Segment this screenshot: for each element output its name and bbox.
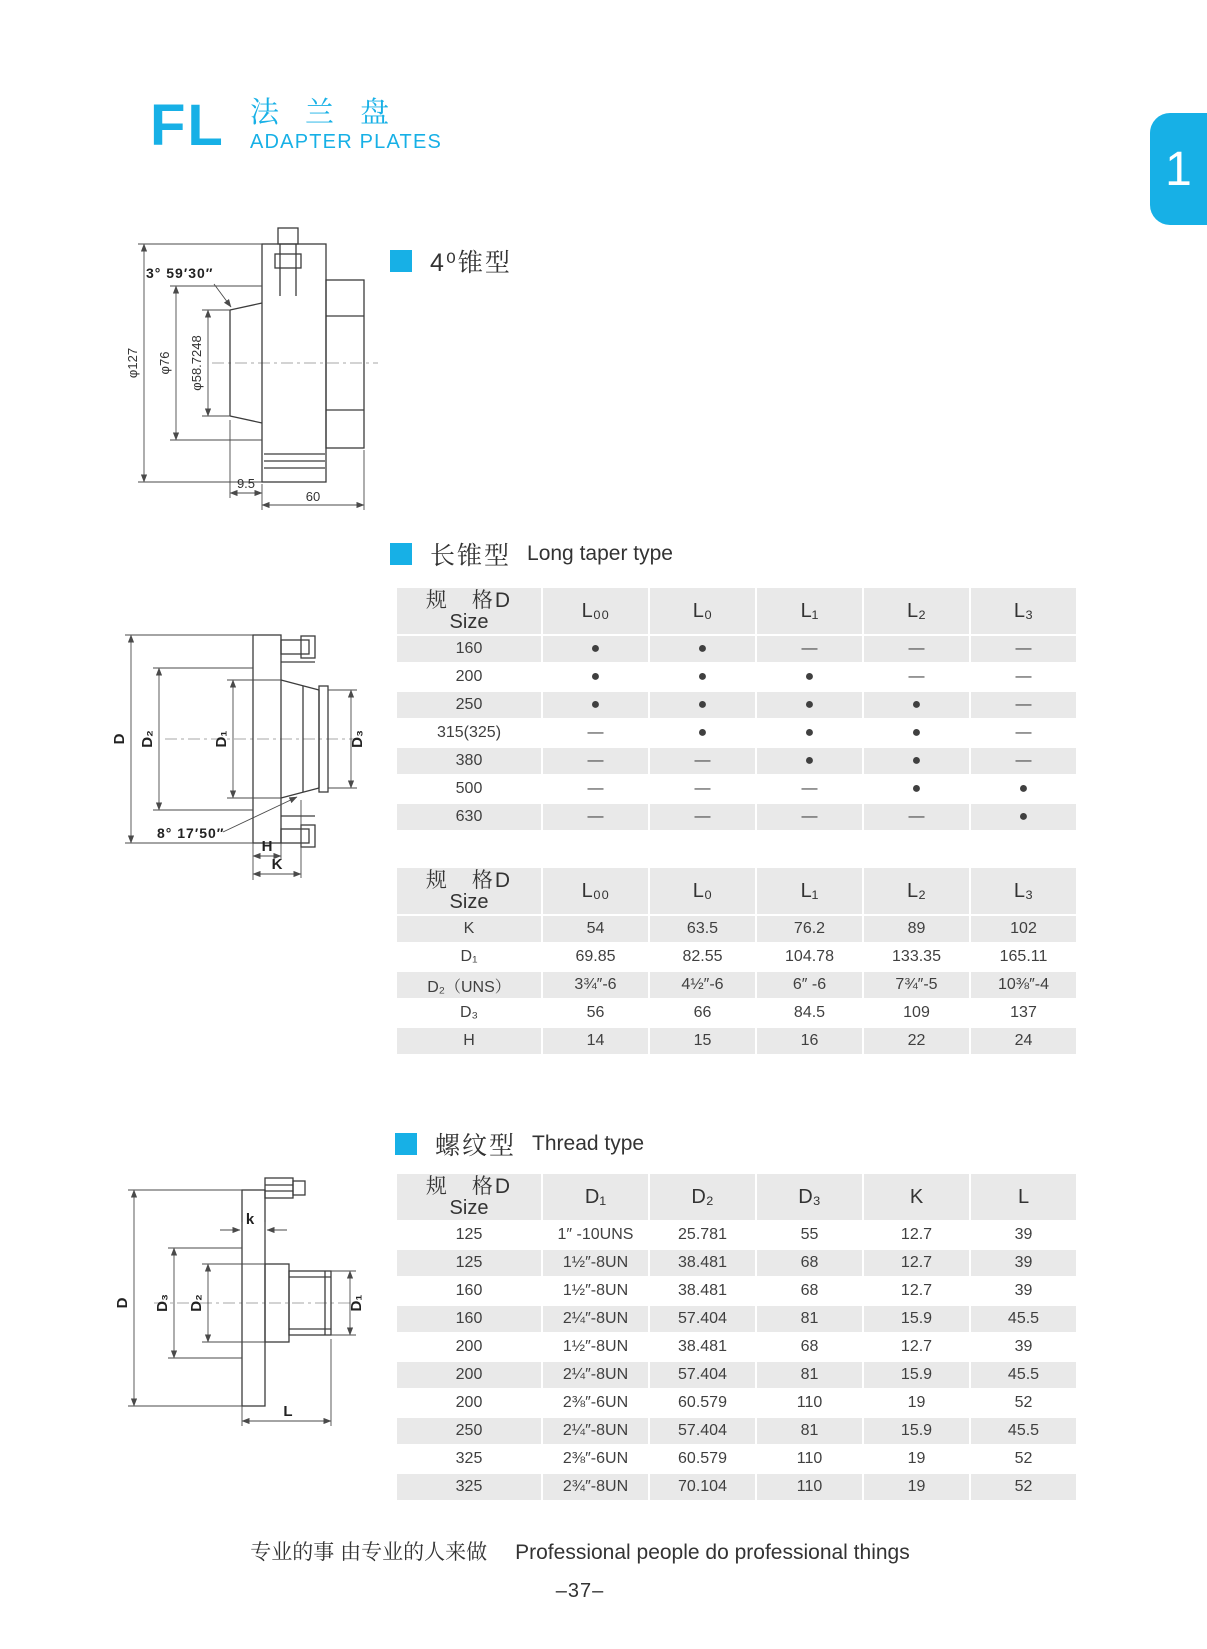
table-row: [396, 1305, 1077, 1333]
table-cell: 68: [756, 1249, 863, 1277]
long-taper-dimensions-table: [395, 866, 1078, 1056]
size-header-zh: 规 格D: [425, 589, 513, 612]
table-row: [396, 663, 1077, 691]
table-cell: 2¼″-8UN: [542, 1361, 649, 1389]
table-cell: 57.404: [649, 1417, 756, 1445]
table-cell: ●: [542, 635, 649, 663]
table-cell: 2¾″-8UN: [542, 1473, 649, 1501]
table-cell: 82.55: [649, 943, 756, 971]
row-label: 325: [396, 1473, 542, 1501]
dim-d1-label: D₁: [213, 730, 230, 748]
table-cell: 1½″-8UN: [542, 1249, 649, 1277]
section-title-zh: 4⁰锥型: [430, 249, 512, 277]
table-header-row: [396, 1173, 1077, 1221]
section-marker-icon: [395, 1133, 417, 1155]
table-cell: 2¼″-8UN: [542, 1417, 649, 1445]
table-cell: ●: [863, 775, 970, 803]
table-cell: 54: [542, 915, 649, 943]
table-cell: 38.481: [649, 1249, 756, 1277]
table-cell: 2⅜″-6UN: [542, 1445, 649, 1473]
table-cell: 39: [970, 1277, 1077, 1305]
size-header-en: Size: [449, 1197, 489, 1219]
table-cell: 12.7: [863, 1277, 970, 1305]
table-cell: —: [863, 663, 970, 691]
column-header: L₀₀: [542, 867, 649, 915]
column-header: D₂: [649, 1173, 756, 1221]
column-header: L₃: [970, 867, 1077, 915]
row-label: 250: [396, 1417, 542, 1445]
table-cell: ●: [649, 663, 756, 691]
table-cell: 4½″-6: [649, 971, 756, 999]
table-cell: 110: [756, 1473, 863, 1501]
row-label: 125: [396, 1249, 542, 1277]
table-cell: —: [649, 803, 756, 831]
column-header: D₃: [756, 1173, 863, 1221]
row-label: D₁: [396, 943, 542, 971]
table-cell: 68: [756, 1333, 863, 1361]
table-header-row: [396, 587, 1077, 635]
table-row: [396, 1221, 1077, 1249]
column-header: K: [863, 1173, 970, 1221]
dim-d2-label: D₂: [139, 730, 156, 748]
table-cell: 38.481: [649, 1333, 756, 1361]
footer-slogan-en: Professional people do professional things: [515, 1541, 910, 1564]
table-cell: 137: [970, 999, 1077, 1027]
dim-d1-label: D₁: [348, 1294, 365, 1312]
table-cell: 68: [756, 1277, 863, 1305]
column-header: L₁: [756, 867, 863, 915]
size-header-zh: 规 格D: [425, 869, 513, 892]
table-cell: 69.85: [542, 943, 649, 971]
table-cell: 104.78: [756, 943, 863, 971]
table-cell: 45.5: [970, 1417, 1077, 1445]
table-cell: 12.7: [863, 1249, 970, 1277]
table-cell: ●: [863, 691, 970, 719]
table-cell: ●: [756, 747, 863, 775]
column-header: L₃: [970, 587, 1077, 635]
table-cell: 57.404: [649, 1361, 756, 1389]
table-cell: —: [542, 719, 649, 747]
table-cell: 19: [863, 1445, 970, 1473]
row-label: K: [396, 915, 542, 943]
table-cell: —: [970, 719, 1077, 747]
table-cell: 22: [863, 1027, 970, 1055]
table-cell: 24: [970, 1027, 1077, 1055]
table-cell: 15.9: [863, 1361, 970, 1389]
table-cell: 10⅜″-4: [970, 971, 1077, 999]
table-cell: 45.5: [970, 1361, 1077, 1389]
table-cell: 133.35: [863, 943, 970, 971]
row-label: D₃: [396, 999, 542, 1027]
table-cell: —: [542, 747, 649, 775]
table-cell: 2⅜″-6UN: [542, 1389, 649, 1417]
size-column-header: [396, 1173, 542, 1221]
page-title-zh: 法 兰 盘: [250, 97, 399, 129]
page-number: –37–: [555, 1580, 605, 1602]
table-cell: 1″ -10UNS: [542, 1221, 649, 1249]
table-row: [396, 1277, 1077, 1305]
row-label: 160: [396, 1305, 542, 1333]
table-cell: 70.104: [649, 1473, 756, 1501]
table-cell: 12.7: [863, 1221, 970, 1249]
footer-slogan-zh: 专业的事 由专业的人来做: [250, 1541, 488, 1564]
table-row: [396, 1445, 1077, 1473]
dim-d3-label: D₃: [154, 1294, 171, 1312]
column-header: D₁: [542, 1173, 649, 1221]
size-column-header: [396, 587, 542, 635]
table-row: [396, 971, 1077, 999]
table-row: [396, 999, 1077, 1027]
table-cell: —: [970, 635, 1077, 663]
table-cell: 38.481: [649, 1277, 756, 1305]
table-cell: ●: [649, 635, 756, 663]
table-cell: 19: [863, 1473, 970, 1501]
table-cell: 76.2: [756, 915, 863, 943]
section-marker-icon: [390, 543, 412, 565]
table-cell: 81: [756, 1417, 863, 1445]
table-cell: 110: [756, 1445, 863, 1473]
table-cell: 39: [970, 1333, 1077, 1361]
dim-d3-label: D₃: [349, 730, 366, 748]
table-cell: 7¾″-5: [863, 971, 970, 999]
dim-angle-label: 8° 17′50″: [157, 825, 225, 841]
table-cell: 81: [756, 1305, 863, 1333]
thread-type-drawing: [98, 1118, 368, 1433]
column-header: L₁: [756, 587, 863, 635]
row-label: D₂（UNS）: [396, 971, 542, 999]
table-cell: —: [649, 775, 756, 803]
table-cell: ●: [863, 719, 970, 747]
table-cell: 2¼″-8UN: [542, 1305, 649, 1333]
table-row: [396, 747, 1077, 775]
table-cell: 89: [863, 915, 970, 943]
section-marker-icon: [390, 250, 412, 272]
table-cell: 110: [756, 1389, 863, 1417]
row-label: 500: [396, 775, 542, 803]
table-cell: 52: [970, 1389, 1077, 1417]
table-cell: ●: [756, 719, 863, 747]
table-cell: 1½″-8UN: [542, 1333, 649, 1361]
table-cell: 14: [542, 1027, 649, 1055]
footer-slogan: [0, 1536, 1160, 1566]
dim-angle-label: 3° 59′30″: [146, 265, 214, 281]
row-label: 315(325): [396, 719, 542, 747]
table-cell: ●: [756, 663, 863, 691]
table-row: [396, 1361, 1077, 1389]
table-row: [396, 915, 1077, 943]
table-cell: ●: [542, 691, 649, 719]
table-row: [396, 775, 1077, 803]
table-cell: —: [756, 635, 863, 663]
table-row: [396, 1473, 1077, 1501]
table-cell: ●: [970, 775, 1077, 803]
section-title-zh: 长锥型: [430, 542, 512, 570]
table-row: [396, 691, 1077, 719]
table-cell: ●: [970, 803, 1077, 831]
table-cell: 39: [970, 1249, 1077, 1277]
size-header-en: Size: [449, 891, 489, 913]
table-row: [396, 719, 1077, 747]
table-cell: 15.9: [863, 1417, 970, 1445]
table-cell: 56: [542, 999, 649, 1027]
long-taper-drawing: [105, 590, 375, 885]
table-cell: 109: [863, 999, 970, 1027]
table-cell: 25.781: [649, 1221, 756, 1249]
table-row: [396, 1389, 1077, 1417]
row-label: 630: [396, 803, 542, 831]
dim-d2-label: D₂: [188, 1294, 205, 1312]
table-cell: —: [863, 803, 970, 831]
column-header: L₂: [863, 867, 970, 915]
section-title-zh: 螺纹型: [435, 1132, 517, 1160]
row-label: 200: [396, 1389, 542, 1417]
table-cell: ●: [756, 691, 863, 719]
row-label: 200: [396, 663, 542, 691]
table-cell: —: [542, 803, 649, 831]
row-label: H: [396, 1027, 542, 1055]
table-cell: —: [970, 747, 1077, 775]
table-cell: 60.579: [649, 1445, 756, 1473]
row-label: 325: [396, 1445, 542, 1473]
table-row: [396, 943, 1077, 971]
table-cell: —: [649, 747, 756, 775]
table-cell: 19: [863, 1389, 970, 1417]
dim-outer-diameter-label: φ127: [125, 347, 140, 379]
table-cell: 15: [649, 1027, 756, 1055]
section-title-en: Thread type: [532, 1132, 645, 1155]
size-column-header: [396, 867, 542, 915]
availability-table: [395, 586, 1078, 832]
row-label: 250: [396, 691, 542, 719]
section-header-long-taper: [390, 536, 673, 572]
table-cell: 1½″-8UN: [542, 1277, 649, 1305]
table-row: [396, 1333, 1077, 1361]
dim-gauge-diameter-label: φ58.7248: [189, 335, 204, 391]
table-row: [396, 1027, 1077, 1055]
thread-type-table: [395, 1172, 1078, 1502]
table-cell: —: [756, 775, 863, 803]
table-cell: 6″ -6: [756, 971, 863, 999]
dim-d-label: D: [111, 733, 128, 745]
page-logo: FL: [150, 93, 225, 158]
table-cell: ●: [542, 663, 649, 691]
chapter-tab-number: 1: [1165, 142, 1192, 196]
table-cell: 12.7: [863, 1333, 970, 1361]
section-title-en: Long taper type: [527, 542, 673, 565]
table-cell: —: [970, 663, 1077, 691]
table-cell: 52: [970, 1473, 1077, 1501]
taper4-drawing: [112, 224, 382, 514]
dim-l-label: L: [283, 1403, 293, 1420]
table-row: [396, 635, 1077, 663]
table-row: [396, 1249, 1077, 1277]
table-cell: ●: [863, 747, 970, 775]
chapter-tab: [1150, 113, 1207, 225]
section-header-thread: [395, 1126, 644, 1162]
table-cell: —: [756, 803, 863, 831]
table-cell: 3¾″-6: [542, 971, 649, 999]
dim-k-label: k: [245, 1211, 255, 1228]
size-header-en: Size: [449, 611, 489, 633]
table-row: [396, 1417, 1077, 1445]
section-header-taper4: [390, 243, 512, 279]
row-label: 200: [396, 1361, 542, 1389]
table-header-row: [396, 867, 1077, 915]
table-cell: 102: [970, 915, 1077, 943]
table-cell: —: [542, 775, 649, 803]
table-cell: 81: [756, 1361, 863, 1389]
column-header: L₀₀: [542, 587, 649, 635]
row-label: 200: [396, 1333, 542, 1361]
column-header: L: [970, 1173, 1077, 1221]
table-cell: 15.9: [863, 1305, 970, 1333]
column-header: L₂: [863, 587, 970, 635]
table-cell: 66: [649, 999, 756, 1027]
table-cell: —: [863, 635, 970, 663]
table-cell: 60.579: [649, 1389, 756, 1417]
table-cell: 84.5: [756, 999, 863, 1027]
size-header-zh: 规 格D: [425, 1175, 513, 1198]
table-cell: 39: [970, 1221, 1077, 1249]
table-cell: —: [970, 691, 1077, 719]
table-cell: 16: [756, 1027, 863, 1055]
row-label: 160: [396, 635, 542, 663]
table-cell: 165.11: [970, 943, 1077, 971]
table-cell: ●: [649, 691, 756, 719]
table-cell: 63.5: [649, 915, 756, 943]
table-row: [396, 803, 1077, 831]
dim-h-label: H: [261, 838, 273, 855]
dim-d-label: D: [114, 1297, 131, 1309]
column-header: L₀: [649, 587, 756, 635]
table-cell: 57.404: [649, 1305, 756, 1333]
table-cell: ●: [649, 719, 756, 747]
dim-length-b-label: 60: [305, 489, 321, 504]
row-label: 125: [396, 1221, 542, 1249]
dim-length-a-label: 9.5: [236, 476, 256, 491]
table-cell: 52: [970, 1445, 1077, 1473]
dim-k-label: K: [271, 856, 283, 873]
table-cell: 45.5: [970, 1305, 1077, 1333]
table-cell: 55: [756, 1221, 863, 1249]
row-label: 380: [396, 747, 542, 775]
page-title-en: ADAPTER PLATES: [250, 131, 443, 153]
column-header: L₀: [649, 867, 756, 915]
dim-mid-diameter-label: φ76: [157, 351, 172, 375]
row-label: 160: [396, 1277, 542, 1305]
